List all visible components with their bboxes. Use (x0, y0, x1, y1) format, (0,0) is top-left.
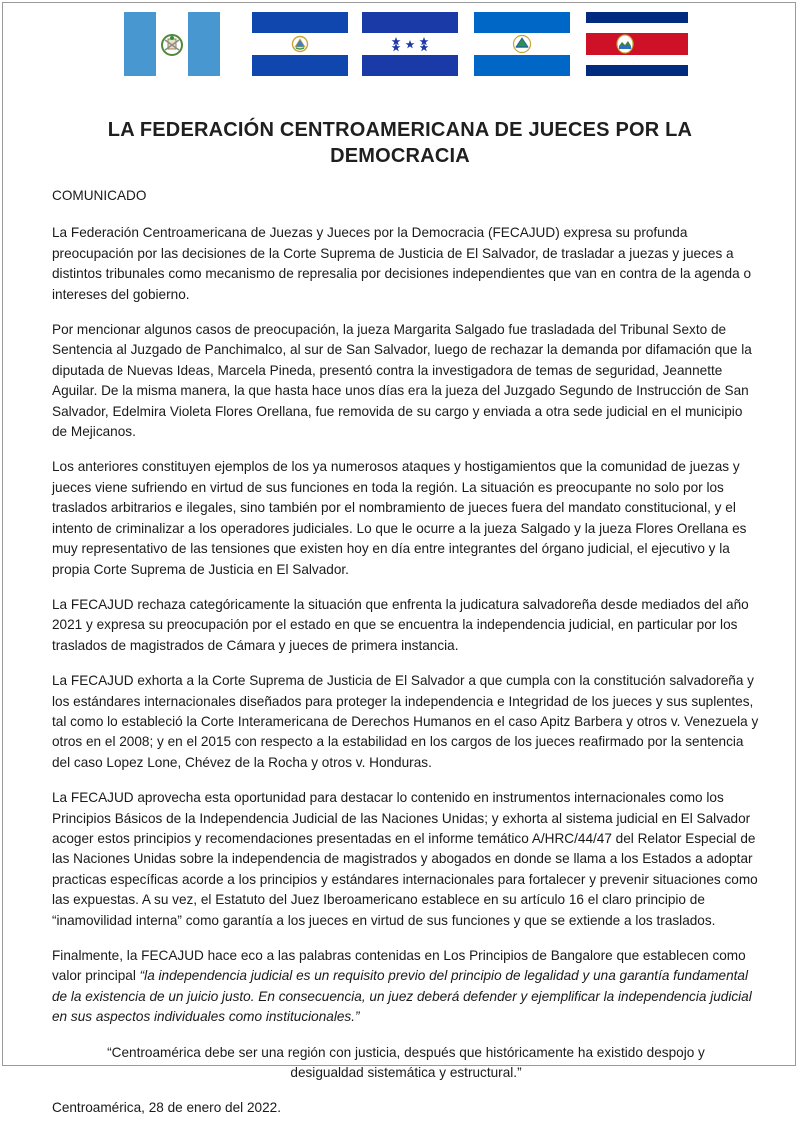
nicaragua-flag (474, 12, 570, 76)
signoff-date: Centroamérica, 28 de enero del 2022. (52, 1100, 281, 1116)
honduras-flag (362, 12, 458, 76)
guatemala-coat-of-arms-icon (159, 31, 185, 57)
five-stars-icon (390, 35, 430, 53)
paragraph-2: Por mencionar algunos casos de preocupación, la jueza Margarita Salgado fue trasladada del Tribunal Sexto de Sentencia al Juzgado de Panchimalco, al sur de San Salvador, luego de rechazar la demanda por difamación que la diputada de Nuevas Ideas, Marcela Pineda, presentó contra la investigadora de temas de seguridad, Jeannette Aguilar. De la misma manera, la que hasta hace unos días era la jueza del Juzgado Segundo de Instrucción de San Salvador, Edelmira Violeta Flores Orellana, fue removida de su cargo y enviada a otra sede judicial en el municipio de Mejicanos. (52, 322, 752, 440)
bangalore-quote: “la independencia judicial es un requisito previo del principio de legalidad y una garantía fundamental de la existencia de un juicio justo. En consecuencia, un juez deberá defender y ejemplificar la independencia judicial en sus aspectos individuales como institucionales.” (52, 968, 752, 1025)
flags-banner (124, 12, 688, 78)
paragraph-7-lead: Finalmente, la FECAJUD hace eco a las palabras contenidas en Los Principios de Bangalore que establecen como valor principal (52, 948, 746, 984)
nicaragua-coat-of-arms-icon (512, 34, 532, 54)
costa-rica-coat-of-arms-icon (614, 33, 636, 55)
communique-label: COMUNICADO (52, 188, 147, 203)
paragraph-3: Los anteriores constituyen ejemplos de los ya numerosos ataques y hostigamientos que la comunidad de juezas y jueces viene sufriendo en virtud de sus funciones en toda la región. La situación es preocupante no solo por los traslados arbitrarios e ilegales, sino también por el nombramiento de jueces fuera del mandato constitucional, y el intento de criminalizar a los operadores judiciales. Lo que le ocurre a la jueza Salgado y la jueza Flores Orellana es muy representativo de las tensiones que existen hoy en día entre integrantes del órgano judicial, el ejecutivo y la propia Corte Suprema de Justicia en El Salvador. (52, 459, 747, 577)
document-title: LA FEDERACIÓN CENTROAMERICANA DE JUECES POR LA DEMOCRACIA (107, 119, 693, 167)
paragraph-5: La FECAJUD exhorta a la Corte Suprema de Justicia de El Salvador a que cumpla con la constitución salvadoreña y los estándares internacionales diseñados para proteger la independencia e Integridad de los jueces y sus suplentes, tal como lo estableció la Corte Interamericana de Derechos Humanos en el caso Apitz Barbera y otros v. Venezuela y otros en el 2008; y en el 2015 con respecto a la estabilidad en los cargos de los jueces reafirmado por la sentencia del caso Lopez Lone, Chévez de la Rocha y otros v. Honduras. (52, 673, 759, 770)
costa-rica-flag (586, 12, 688, 76)
paragraph-4: La FECAJUD rechaza categóricamente la situación que enfrenta la judicatura salvadoreña desde mediados del año 2021 y expresa su preocupación por el estado en que se encuentra la independencia judicial, en particular por los traslados de magistrados de Cámara y jueces de primera instancia. (52, 596, 749, 653)
paragraph-1: La Federación Centroamericana de Juezas y Jueces por la Democracia (FECAJUD) expresa su profunda preocupación por las decisiones de la Corte Suprema de Justicia de El Salvador, de trasladar a juezas y jueces a distintos tribunales como mecanismo de represalia por decisiones independientes que van en contra de la agenda o intereses del gobierno. (52, 225, 752, 302)
document-body (52, 186, 760, 1134)
el-salvador-flag (252, 12, 348, 76)
paragraph-7 (52, 946, 760, 1028)
paragraph-6: La FECAJUD aprovecha esta oportunidad para destacar lo contenido en instrumentos internacionales como los Principios Básicos de la Independencia Judicial de las Naciones Unidas; y exhorta al sistema judicial en El Salvador acoger estos principios y recomendaciones presentadas en el informe temático A/HRC/44/47 del Relator Especial de las Naciones Unidas sobre la independencia de magistrados y abogados en donde se llama a los Estados a adoptar practicas específicas acorde a los principios y estándares internacionales para fortalecer y prevenir situaciones como las expuestas. A su vez, el Estatuto del Juez Iberoamericano establece en su artículo 16 el claro principio de “inamovilidad interna” como garantía a los jueces en virtud de sus funciones y que se extiende a los traslados. (52, 790, 758, 928)
guatemala-flag (124, 12, 220, 76)
closing-quote: “Centroamérica debe ser una región con justicia, después que históricamente ha existido despojo y desigualdad sistemática y estructural.” (107, 1044, 705, 1081)
el-salvador-coat-of-arms-icon (291, 35, 309, 53)
